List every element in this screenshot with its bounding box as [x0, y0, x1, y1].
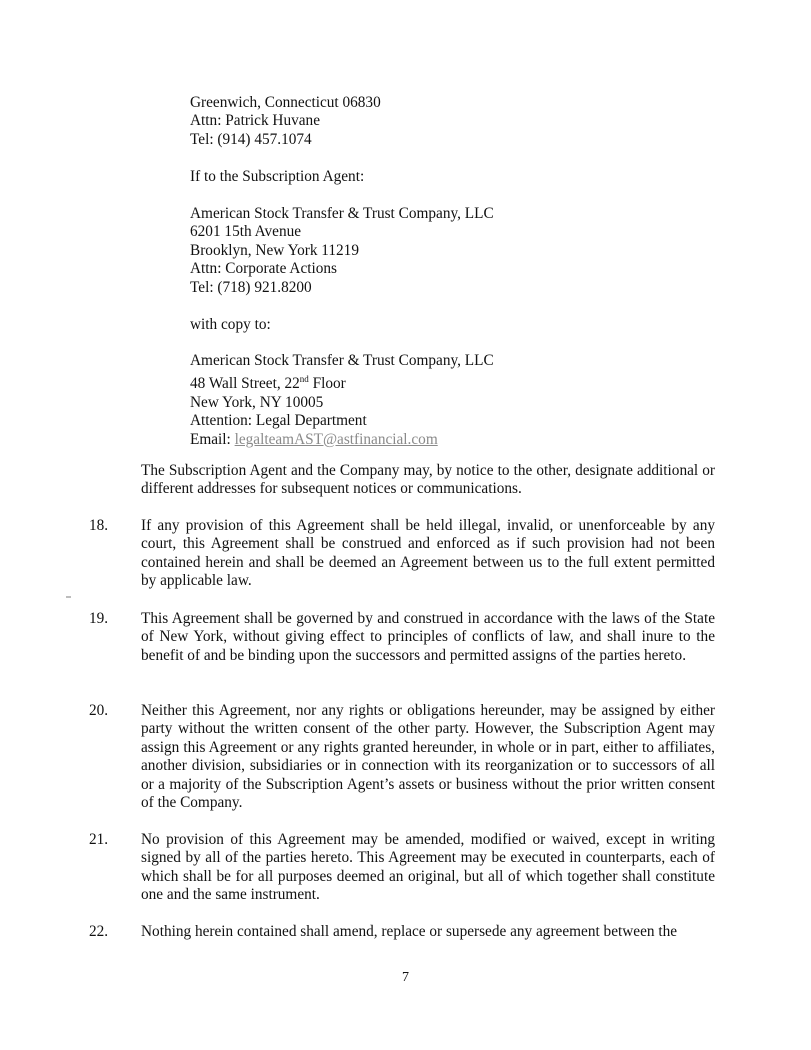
section-text: If any provision of this Agreement shall be held illegal, invalid, or unenforceable by any court, this Agreement shall be construed and enforced as if such provision had not been contained herein and shall be deemed an Agreement between us to the full extent permitted by applicable law. — [141, 517, 715, 590]
notice-paragraph: The Subscription Agent and the Company may, by notice to the other, designate additional or different addresses for subsequent notices or communications. — [141, 462, 715, 498]
copy-heading: with copy to: — [190, 316, 271, 333]
subscription-agent-address-block — [190, 205, 730, 297]
telephone-line: Tel: (914) 457.1074 — [190, 130, 312, 148]
section-text: Nothing herein contained shall amend, replace or supersede any agreement between the — [141, 923, 678, 940]
attention-line: Attn: Patrick Huvane — [190, 112, 320, 130]
address-line: American Stock Transfer & Trust Company, LLC — [190, 352, 494, 369]
address-line: 48 Wall Street, 22nd Floor — [190, 374, 346, 393]
page-number: 7 — [402, 970, 409, 985]
section-number: 19. — [89, 610, 109, 627]
section-21 — [89, 831, 715, 905]
section-19 — [89, 610, 715, 665]
address-line: Greenwich, Connecticut 06830 — [190, 94, 381, 111]
section-number: 21. — [89, 831, 109, 848]
address-line: New York, NY 10005 — [190, 393, 324, 411]
section-number: 22. — [89, 923, 109, 940]
section-number: 18. — [89, 517, 109, 534]
section-22 — [89, 923, 715, 941]
email-link[interactable]: legalteamAST@astfinancial.com — [234, 430, 438, 448]
section-20 — [89, 702, 715, 812]
attention-line: Attn: Corporate Actions — [190, 260, 338, 278]
scan-artifact — [66, 596, 71, 598]
copy-address-block — [190, 352, 730, 449]
attention-line: Attention: Legal Department — [190, 412, 367, 430]
company-address-block — [190, 94, 730, 149]
section-text: This Agreement shall be governed by and construed in accordance with the laws of the State of New York, without giving effect to principles of conflicts of law, and shall inure to the benefit of and be binding upon the successors and permitted assigns of the parties hereto. — [141, 610, 715, 664]
address-line: 6201 15th Avenue — [190, 223, 302, 241]
section-text: No provision of this Agreement may be amended, modified or waived, except in writing signed by all of the parties hereto. This Agreement may be executed in counterparts, each of which shall be for all purposes deemed an original, but all of which together shall constitute one and the same instrument. — [141, 831, 715, 904]
address-line: American Stock Transfer & Trust Company, LLC — [190, 205, 494, 222]
section-18 — [89, 517, 715, 591]
telephone-line: Tel: (718) 921.8200 — [190, 278, 312, 296]
section-number: 20. — [89, 702, 109, 719]
subscription-agent-heading: If to the Subscription Agent: — [190, 168, 365, 185]
address-line: Brooklyn, New York 11219 — [190, 241, 359, 259]
section-text: Neither this Agreement, nor any rights or obligations hereunder, may be assigned by either party without the written consent of the other party. However, the Subscription Agent may assign this Agreement or any rights granted hereunder, in whole or in part, either to affiliates, another division, subsidiaries or in connection with its reorganization or to successors of all or a majority of the Subscription Agent’s assets or business without the prior written consent of the Company. — [141, 702, 715, 812]
ordinal-superscript: nd — [299, 374, 309, 385]
email-line: Email: legalteamAST@astfinancial.com — [190, 430, 438, 448]
